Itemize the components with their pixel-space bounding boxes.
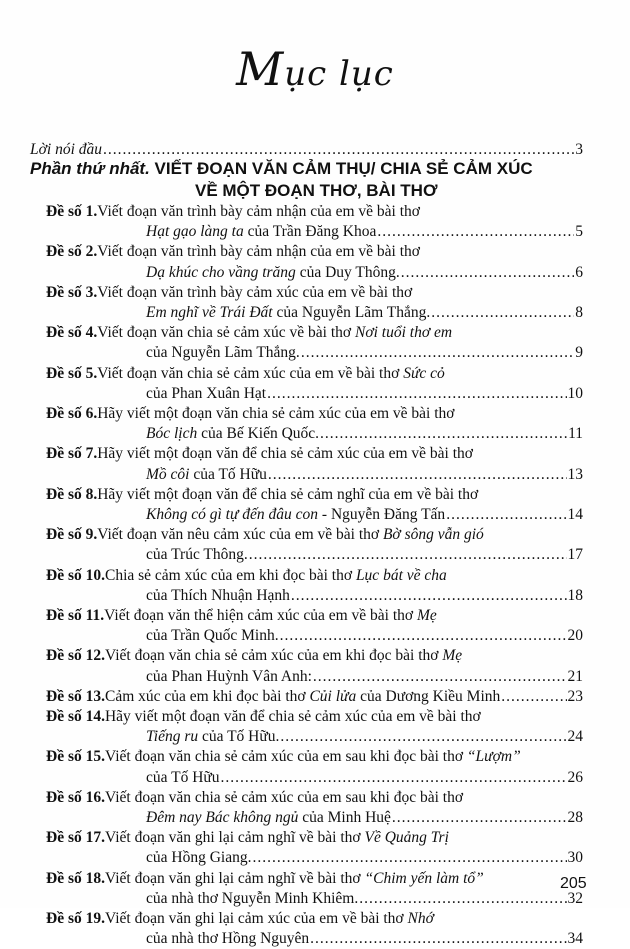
entry-source xyxy=(146,303,430,323)
entry-text: của Trúc Thông. xyxy=(146,546,248,564)
entry-description xyxy=(105,747,521,767)
entry-source xyxy=(146,343,300,363)
leader-dots xyxy=(103,140,574,160)
entry-text: của Thích Nhuận Hạnh xyxy=(146,586,290,604)
toc-entry[interactable] xyxy=(0,747,630,767)
leader-dots xyxy=(252,848,566,868)
entry-text: Viết đoạn văn trình bày cảm xúc của em về bài thơ xyxy=(97,283,413,301)
poem-title: Mẹ xyxy=(442,647,463,665)
entry-description xyxy=(97,485,478,505)
entry-text: của Duy Thông. xyxy=(295,263,400,281)
toc-entry[interactable] xyxy=(0,202,630,222)
entry-text: của Tố Hữu xyxy=(146,768,220,786)
leader-dots xyxy=(249,545,567,565)
preface-page: 3 xyxy=(575,141,583,158)
entry-text: Viết đoạn văn ghi lại cảm nghĩ về bài thơ xyxy=(104,829,365,847)
entry-page: 6 xyxy=(575,263,583,281)
toc-entry[interactable] xyxy=(0,646,630,666)
toc-entry-continuation[interactable] xyxy=(0,889,630,909)
entry-page: 24 xyxy=(567,728,583,746)
leader-dots xyxy=(501,687,566,707)
entry-page: 34 xyxy=(567,930,583,948)
entry-label: Đề số 5. xyxy=(46,364,98,382)
entry-description xyxy=(97,525,484,545)
poem-title: Không có gì tự đến đâu con xyxy=(146,506,319,523)
entry-description xyxy=(97,202,420,222)
entry-text: của Minh Huệ xyxy=(298,809,391,826)
entry-label: Đề số 13. xyxy=(46,687,105,705)
entry-text: Viết đoạn văn nêu cảm xúc của em về bài thơ xyxy=(97,526,383,544)
toc-entry[interactable] xyxy=(0,242,630,262)
entry-label: Đề số 10. xyxy=(46,566,105,584)
entry-description xyxy=(105,869,484,889)
poem-title: Nơi tuổi thơ em xyxy=(355,324,453,342)
entry-source xyxy=(146,222,376,242)
toc-entry[interactable] xyxy=(0,869,630,889)
entry-text: của Phan Xuân Hạt xyxy=(146,384,267,402)
toc-entry-continuation[interactable] xyxy=(0,222,630,242)
toc-entry[interactable] xyxy=(0,525,630,545)
leader-dots xyxy=(268,465,567,485)
entry-label: Đề số 4. xyxy=(46,324,98,342)
toc-entry[interactable] xyxy=(0,828,630,848)
entry-page: 26 xyxy=(567,768,583,786)
part-heading-line2 xyxy=(195,180,437,202)
toc-entry-continuation[interactable] xyxy=(0,343,630,363)
toc-preface[interactable] xyxy=(0,140,630,160)
entry-text: Hãy viết một đoạn văn để chia sẻ cảm xúc của em về bài thơ xyxy=(104,708,481,725)
entry-text: của Tố Hữu xyxy=(189,465,267,483)
toc-entry[interactable] xyxy=(0,283,630,303)
entry-source xyxy=(146,929,309,949)
toc-entry[interactable] xyxy=(0,687,630,707)
entry-description xyxy=(104,606,437,626)
entry-text: Hãy viết một đoạn văn để chia sẻ cảm xúc của em về bài thơ xyxy=(97,445,473,463)
leader-dots xyxy=(359,889,566,909)
poem-title: Mồ côi xyxy=(146,465,190,483)
leader-dots xyxy=(267,384,566,404)
entry-label: Đề số 3. xyxy=(46,283,98,301)
entry-label: Đề số 12. xyxy=(46,647,105,665)
entry-text: của Hồng Giang. xyxy=(146,849,252,867)
poem-title: Sức cỏ xyxy=(403,364,445,382)
page-number: 205 xyxy=(560,875,587,892)
entry-text: của Nguyễn Lãm Thắng. xyxy=(272,304,431,321)
entry-text: Hãy viết một đoạn văn chia sẻ cảm xúc của em về bài thơ xyxy=(97,405,455,422)
entry-label: Đề số 19. xyxy=(46,910,105,927)
toc-entry[interactable] xyxy=(0,485,630,505)
entry-source xyxy=(146,586,290,606)
leader-dots xyxy=(401,263,575,283)
entry-source xyxy=(146,808,391,828)
entry-page: 23 xyxy=(567,687,583,705)
entry-page: 30 xyxy=(567,849,583,867)
leader-dots xyxy=(280,626,567,646)
toc-entry-continuation[interactable] xyxy=(0,808,630,828)
poem-title: Bóc lịch xyxy=(146,425,198,443)
toc-entry-continuation[interactable] xyxy=(0,384,630,404)
entry-text: của Trần Đăng Khoa xyxy=(243,223,377,241)
entry-page: 17 xyxy=(567,546,583,564)
entry-source xyxy=(146,465,267,485)
entry-description xyxy=(97,444,473,464)
leader-dots xyxy=(320,424,567,444)
entry-source xyxy=(146,667,312,687)
entry-page: 20 xyxy=(567,627,583,645)
title-rest: ục lục xyxy=(284,54,394,94)
poem-title: Củi lửa xyxy=(309,687,357,705)
entry-label: Đề số 9. xyxy=(46,526,98,544)
entry-text: của Phan Huỳnh Vân Anh: xyxy=(146,667,312,685)
entry-description xyxy=(105,707,481,727)
entry-page: 18 xyxy=(567,586,583,604)
entry-page: 13 xyxy=(567,465,583,483)
toc-entry[interactable] xyxy=(0,909,630,929)
toc-entry[interactable] xyxy=(0,707,630,727)
entry-source xyxy=(146,626,279,646)
toc-entry-continuation[interactable] xyxy=(0,727,630,747)
entry-text: Viết đoạn văn chia sẻ cảm xúc của em khi đọc bài thơ xyxy=(104,647,443,665)
toc-entry-continuation[interactable] xyxy=(0,667,630,687)
entry-source xyxy=(146,505,445,525)
entry-text: Viết đoạn văn trình bày cảm nhận của em về bài thơ xyxy=(97,203,420,220)
leader-dots xyxy=(446,505,566,525)
entry-description xyxy=(97,242,420,262)
entry-page: 10 xyxy=(567,384,583,402)
toc-entry-continuation[interactable] xyxy=(0,303,630,323)
entry-page: 28 xyxy=(567,809,583,826)
leader-dots xyxy=(377,222,574,242)
poem-title: Bờ sông vẫn gió xyxy=(382,526,484,544)
entry-label: Đề số 1. xyxy=(46,203,98,220)
entry-label: Đề số 18. xyxy=(46,869,105,887)
entry-text: của nhà thơ Nguyễn Minh Khiêm. xyxy=(146,889,359,907)
entry-text: - Nguyễn Đăng Tấn xyxy=(318,506,446,523)
entry-description xyxy=(97,364,445,384)
entry-description xyxy=(105,909,434,929)
entry-source xyxy=(146,424,319,444)
toc-entry-continuation[interactable] xyxy=(0,768,630,788)
entry-page: 21 xyxy=(567,667,583,685)
entry-label: Đề số 17. xyxy=(46,829,105,847)
entry-source xyxy=(146,848,251,868)
poem-title: Mẹ xyxy=(416,607,437,624)
entry-text: Cảm xúc của em khi đọc bài thơ xyxy=(104,687,310,705)
poem-title: “Lượm” xyxy=(466,748,521,766)
toc-entry[interactable] xyxy=(0,566,630,586)
poem-title: Lục bát về cha xyxy=(355,566,447,584)
page-title xyxy=(0,42,630,96)
entry-page: 9 xyxy=(575,344,583,362)
entry-source xyxy=(146,768,220,788)
toc-entry-continuation[interactable] xyxy=(0,505,630,525)
entry-text: của Bế Kiến Quốc. xyxy=(197,425,320,443)
entry-page: 5 xyxy=(575,223,583,241)
entry-source xyxy=(146,545,248,565)
toc-entry[interactable] xyxy=(0,364,630,384)
toc-entry[interactable] xyxy=(0,444,630,464)
entry-text: Viết đoạn văn thể hiện cảm xúc của em về bài thơ xyxy=(104,607,417,624)
entry-label: Đề số 14. xyxy=(46,708,105,725)
toc-entry-continuation[interactable] xyxy=(0,626,630,646)
toc-entry-continuation[interactable] xyxy=(0,263,630,283)
leader-dots xyxy=(301,343,574,363)
entry-description xyxy=(105,828,449,848)
toc-entry-continuation[interactable] xyxy=(0,848,630,868)
entry-text: Viết đoạn văn chia sẻ cảm xúc của em về bài thơ xyxy=(97,364,404,382)
poem-title: Dạ khúc cho vầng trăng xyxy=(146,263,296,281)
part-title-line1: VIẾT ĐOẠN VĂN CẢM THỤ/ CHIA SẺ CẢM XÚC xyxy=(154,159,533,178)
entry-text: Viết đoạn văn trình bày cảm nhận của em về bài thơ xyxy=(97,243,420,261)
entry-page: 8 xyxy=(575,304,583,321)
leader-dots xyxy=(221,768,567,788)
entry-source xyxy=(146,727,279,747)
poem-title: Hạt gạo làng ta xyxy=(146,223,244,241)
entry-label: Đề số 15. xyxy=(46,748,105,766)
entry-label: Đề số 8. xyxy=(46,485,98,503)
entry-description xyxy=(97,283,412,303)
entry-label: Đề số 7. xyxy=(46,445,98,463)
toc-entry-continuation[interactable] xyxy=(0,424,630,444)
entry-page: 32 xyxy=(567,889,583,907)
toc-entry[interactable] xyxy=(0,323,630,343)
toc-entry-continuation[interactable] xyxy=(0,929,630,949)
entry-text: Viết đoạn văn chia sẻ cảm xúc của em sau khi đọc bài thơ xyxy=(104,748,467,766)
entry-text: Viết đoạn văn chia sẻ cảm xúc về bài thơ xyxy=(97,324,355,342)
toc-entry[interactable] xyxy=(0,404,630,424)
entry-description xyxy=(97,404,454,424)
poem-title: Tiếng ru xyxy=(146,728,199,746)
leader-dots xyxy=(291,586,567,606)
poem-title: Em nghĩ về Trái Đất xyxy=(146,304,273,321)
title-initial: M xyxy=(236,42,285,96)
entry-source xyxy=(146,889,358,909)
toc-entry[interactable] xyxy=(0,788,630,808)
entry-label: Đề số 16. xyxy=(46,788,105,806)
entry-text: của Tố Hữu. xyxy=(198,728,280,746)
part-title-line2: VỀ MỘT ĐOẠN THƠ, BÀI THƠ xyxy=(195,181,438,200)
preface-label: Lời nói đầu xyxy=(30,141,103,158)
poem-title: Đêm nay Bác không ngủ xyxy=(146,809,299,826)
toc-entry-continuation[interactable] xyxy=(0,465,630,485)
leader-dots xyxy=(313,667,567,687)
leader-dots xyxy=(280,727,566,747)
leader-dots xyxy=(310,929,566,949)
poem-title: Nhớ xyxy=(407,910,434,927)
entry-text: Chia sẻ cảm xúc của em khi đọc bài thơ xyxy=(104,566,356,584)
toc-entry-continuation[interactable] xyxy=(0,586,630,606)
entry-text: Viết đoạn văn ghi lại cảm nghĩ về bài thơ xyxy=(104,869,365,887)
entry-page: 11 xyxy=(568,425,583,443)
poem-title: “Chim yến làm tổ” xyxy=(364,869,484,887)
entry-label: Đề số 2. xyxy=(46,243,98,261)
entry-text: Viết đoạn văn chia sẻ cảm xúc của em sau khi đọc bài thơ xyxy=(104,788,464,806)
entry-label: Đề số 11. xyxy=(46,607,105,624)
entry-text: của Trần Quốc Minh. xyxy=(146,627,279,645)
entry-page: 14 xyxy=(567,506,583,523)
toc-entry[interactable] xyxy=(0,606,630,626)
entry-text: Viết đoạn văn ghi lại cảm xúc của em về bài thơ xyxy=(104,910,408,927)
part-heading xyxy=(30,158,533,180)
toc-entry-continuation[interactable] xyxy=(0,545,630,565)
entry-text: của nhà thơ Hồng Nguyên xyxy=(146,930,310,948)
entry-text: của Nguyễn Lãm Thắng. xyxy=(146,344,300,362)
entry-description xyxy=(105,566,447,586)
leader-dots xyxy=(431,303,574,323)
entry-text: của Dương Kiều Minh xyxy=(356,687,501,705)
entry-label: Đề số 6. xyxy=(46,405,98,422)
entry-source xyxy=(146,263,400,283)
entry-description xyxy=(105,687,500,707)
part-prefix: Phần thứ nhất. xyxy=(30,159,150,178)
entry-source xyxy=(146,384,266,404)
entry-description xyxy=(97,323,452,343)
poem-title: Về Quảng Trị xyxy=(364,829,449,847)
entry-description xyxy=(105,788,463,808)
entry-description xyxy=(105,646,462,666)
leader-dots xyxy=(392,808,567,828)
entry-text: Hãy viết một đoạn văn để chia sẻ cảm nghĩ của em về bài thơ xyxy=(97,485,479,503)
